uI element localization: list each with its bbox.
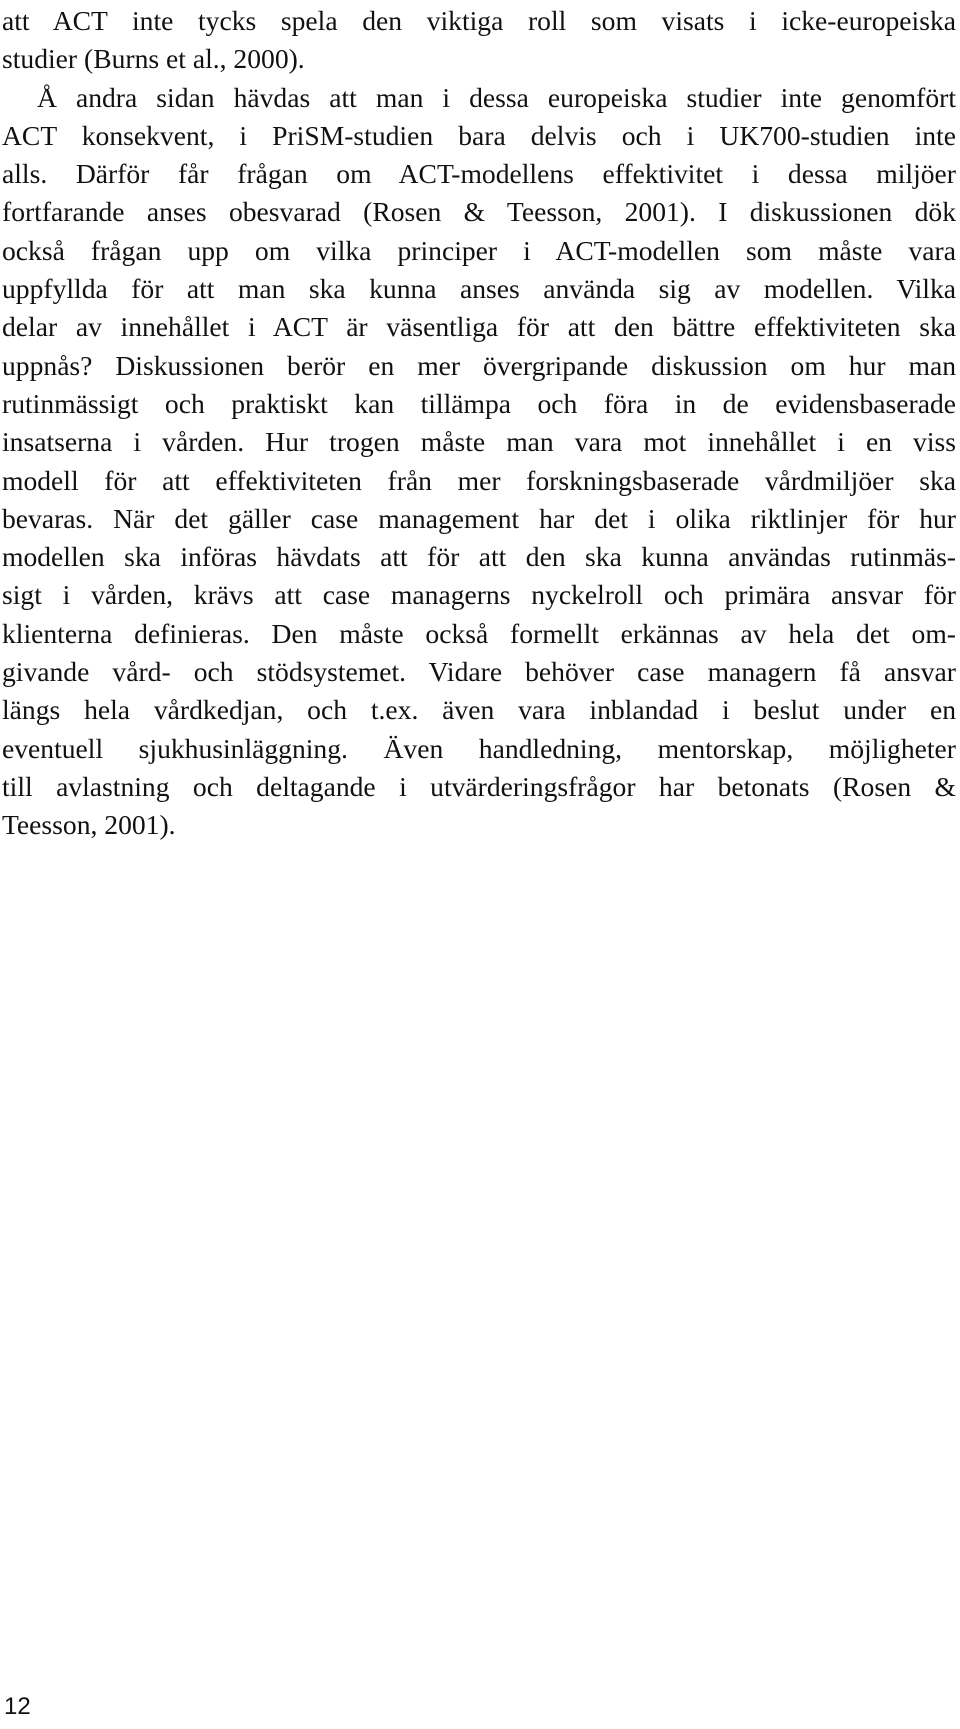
- text-line: insatserna i vården. Hur trogen måste man vara mot innehållet i en viss: [2, 426, 956, 458]
- text-line: att ACT inte tycks spela den viktiga roll som visats i icke-europeiska: [2, 5, 956, 36]
- text-line: fortfarande anses obesvarad (Rosen & Teesson, 2001). I diskussionen dök: [2, 196, 956, 228]
- text-line: studier (Burns et al., 2000).: [2, 43, 305, 75]
- text-line: bevaras. När det gäller case management har det i olika riktlinjer för hur: [2, 502, 956, 534]
- text-line: sigt i vården, krävs att case managerns nyckelroll och primära ansvar för: [2, 579, 956, 611]
- text-line: uppnås? Diskussionen berör en mer övergripande diskussion om hur man: [2, 349, 956, 381]
- text-line: Teesson, 2001).: [2, 809, 176, 841]
- text-line: också frågan upp om vilka principer i ACT-modellen som måste vara: [2, 234, 956, 266]
- text-line: Å andra sidan hävdas att man i dessa europeiska studier inte genomfört: [37, 81, 956, 113]
- text-line: klienterna definieras. Den måste också formellt erkännas av hela det om-: [2, 617, 956, 649]
- text-line: till avlastning och deltagande i utvärderingsfrågor har betonats (Rosen &: [2, 770, 956, 802]
- text-line: rutinmässigt och praktiskt kan tillämpa och föra in de evidensbaserade: [2, 387, 956, 419]
- text-line: modellen ska införas hävdats att för att den ska kunna användas rutinmäs-: [2, 541, 956, 573]
- text-line: ACT konsekvent, i PriSM-studien bara delvis och i UK700-studien inte: [2, 119, 956, 151]
- text-line: givande vård- och stödsystemet. Vidare behöver case managern få ansvar: [2, 656, 956, 688]
- body-text: [2, 2, 956, 845]
- text-line: alls. Därför får frågan om ACT-modellens effektivitet i dessa miljöer: [2, 158, 956, 190]
- text-line: delar av innehållet i ACT är väsentliga för att den bättre effektiviteten ska: [2, 311, 956, 343]
- text-line: eventuell sjukhusinläggning. Även handledning, mentorskap, möjligheter: [2, 732, 956, 764]
- text-line: modell för att effektiviteten från mer forskningsbaserade vårdmiljöer ska: [2, 464, 956, 496]
- page-number: 12: [4, 1693, 31, 1720]
- text-line: längs hela vårdkedjan, och t.ex. även vara inblandad i beslut under en: [2, 694, 956, 726]
- text-line: uppfyllda för att man ska kunna anses använda sig av modellen. Vilka: [2, 273, 956, 305]
